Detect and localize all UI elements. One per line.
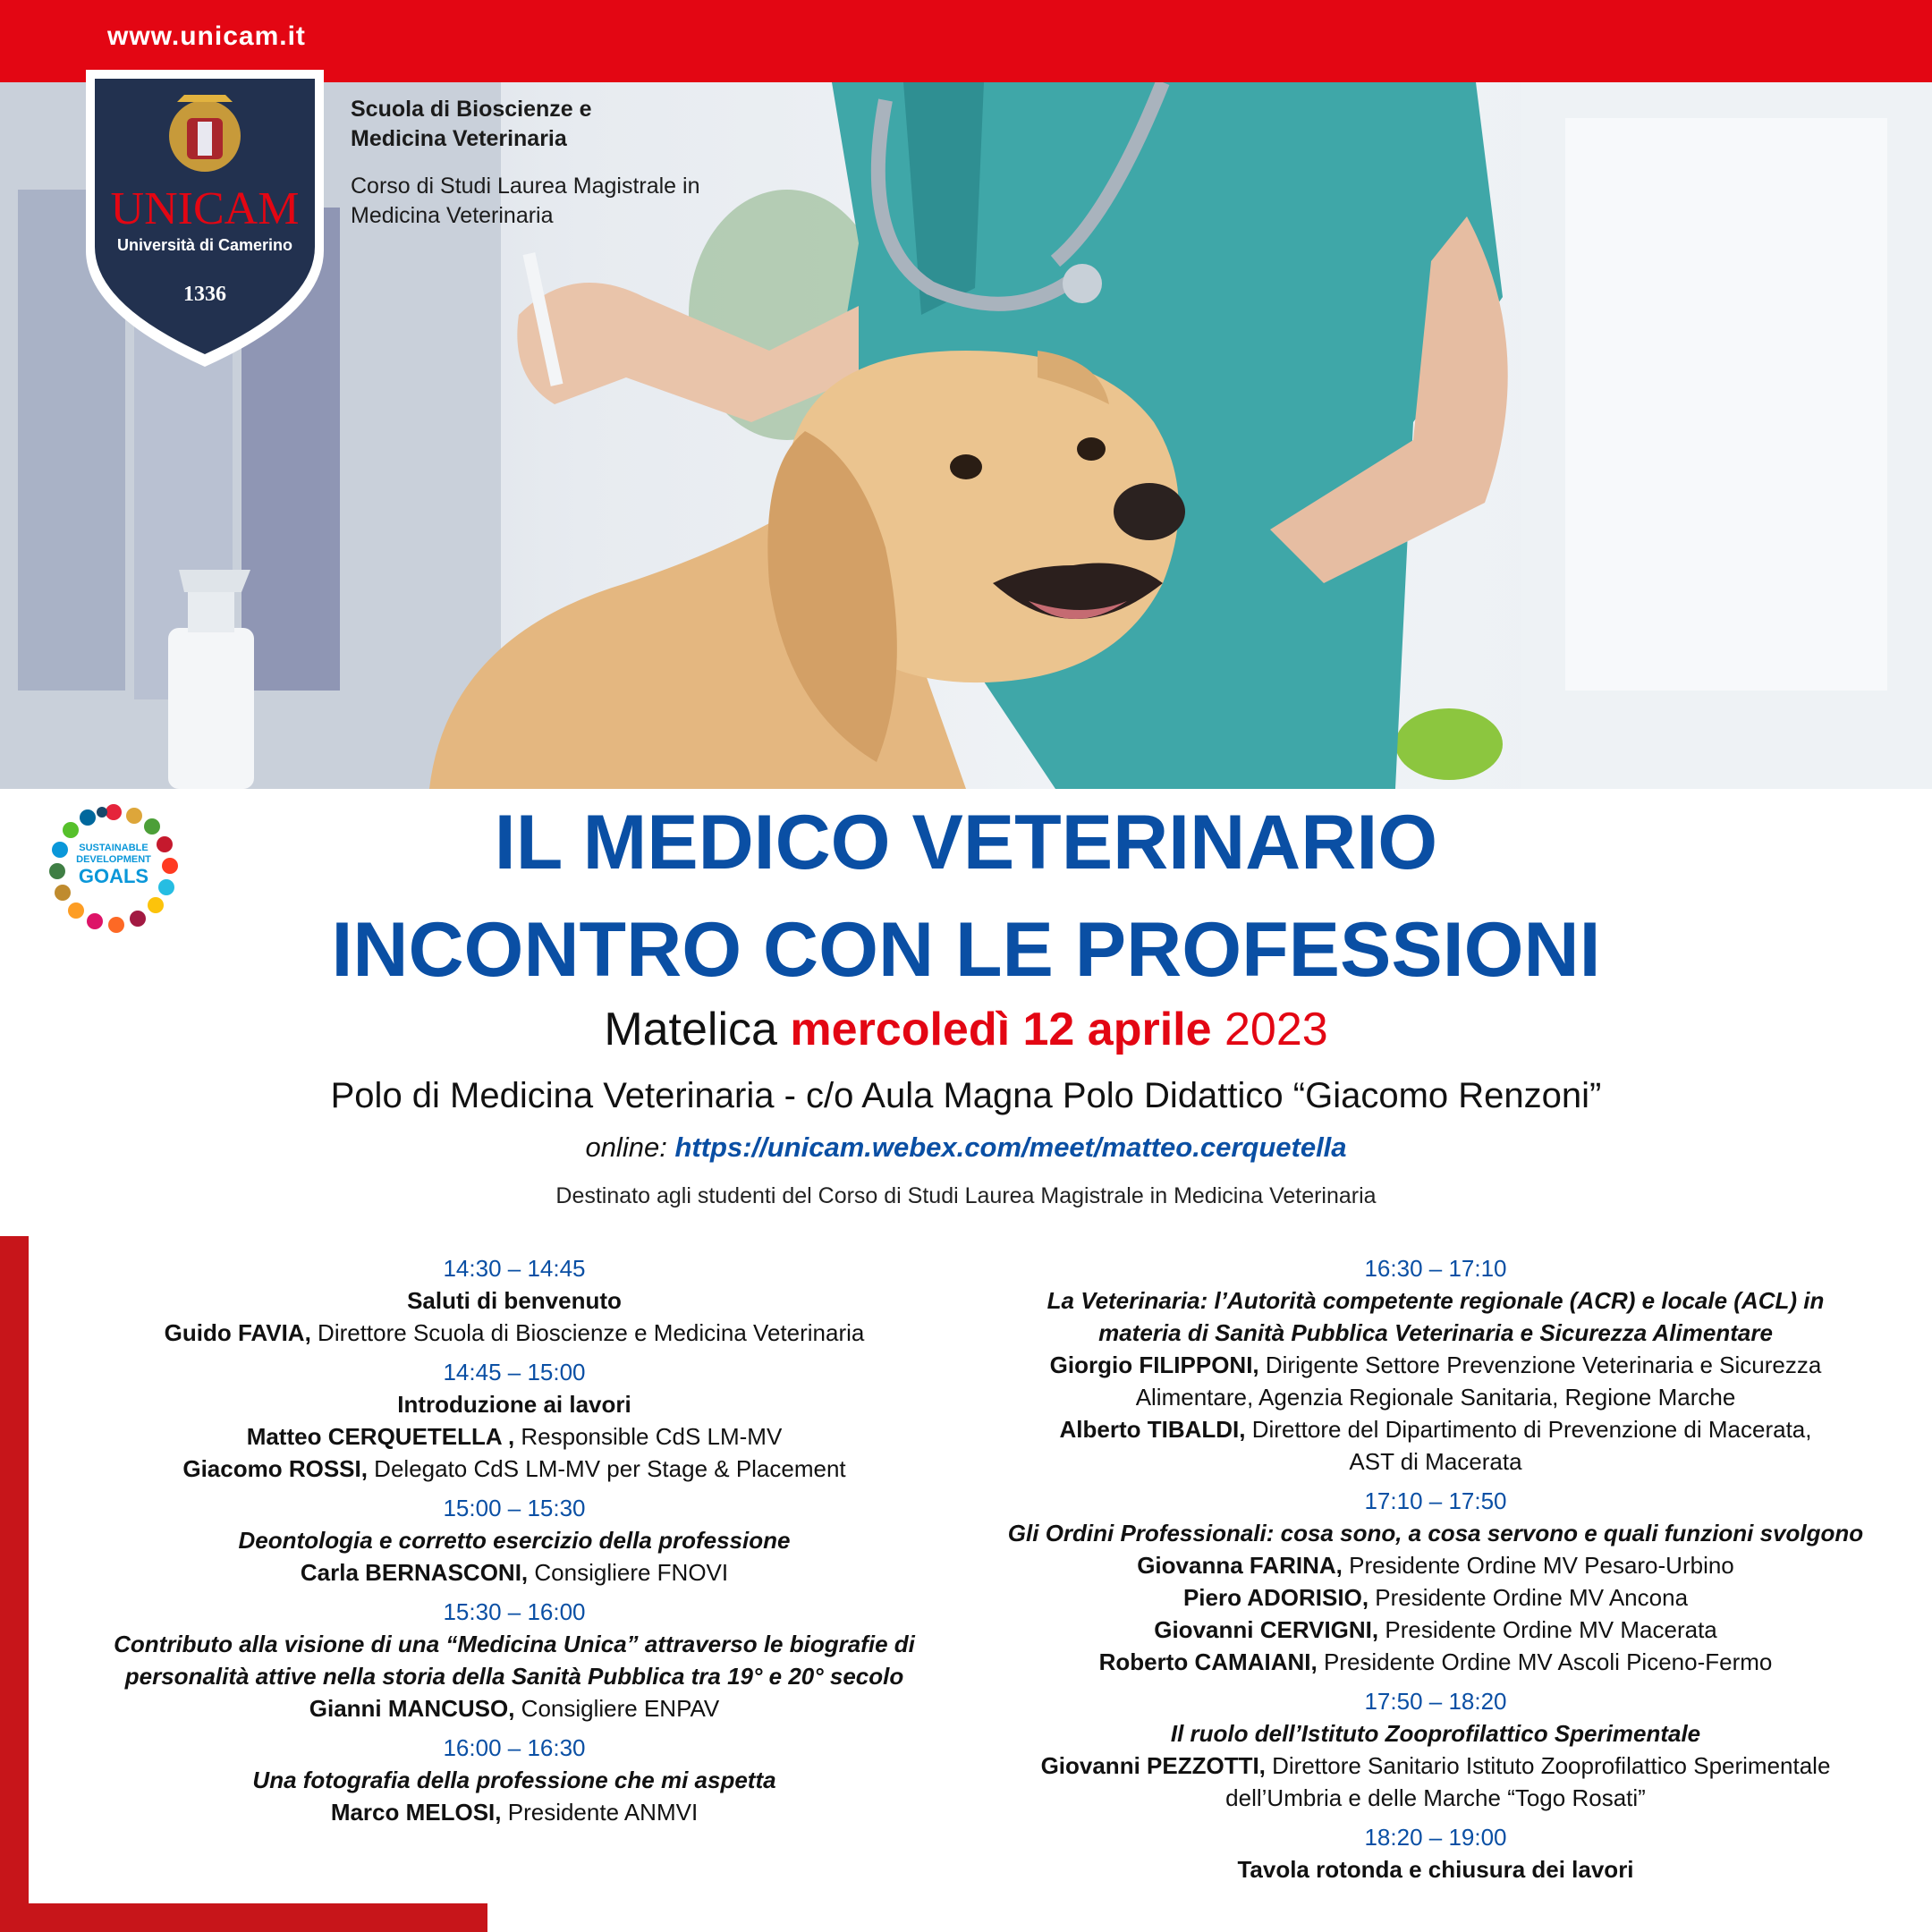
speaker-role: Consigliere FNOVI xyxy=(528,1559,729,1586)
event-title-line2: INCONTRO CON LE PROFESSIONI xyxy=(331,907,1601,993)
program-item xyxy=(54,1356,975,1485)
program-column-left xyxy=(54,1252,975,1835)
school-name: Scuola di Bioscienze e Medicina Veterinaria xyxy=(351,97,592,151)
speaker-name: Marco MELOSI, xyxy=(330,1799,502,1826)
speaker-name: Giovanni CERVIGNI, xyxy=(1154,1616,1379,1643)
program-item xyxy=(54,1492,975,1589)
program-item xyxy=(54,1252,975,1349)
speaker-name: Piero ADORISIO, xyxy=(1182,1584,1369,1611)
program-item xyxy=(966,1485,1905,1678)
program-topic: Deontologia e corretto esercizio della professione xyxy=(238,1527,791,1554)
left-red-stripe xyxy=(0,1236,29,1932)
speaker-role-cont: dell’Umbria e delle Marche “Togo Rosati” xyxy=(1225,1784,1646,1811)
program-topic: Gli Ordini Professionali: cosa sono, a cosa servono e quali funzioni svolgono xyxy=(1007,1520,1864,1546)
program-time: 18:20 – 19:00 xyxy=(1364,1824,1507,1851)
program-topic: personalità attive nella storia della Sanità Pubblica tra 19° e 20° secolo xyxy=(124,1663,904,1690)
speaker-line xyxy=(966,1413,1905,1445)
program-time: 15:30 – 16:00 xyxy=(443,1598,586,1625)
logo-year: 1336 xyxy=(183,283,226,306)
speaker-name: Matteo CERQUETELLA , xyxy=(246,1423,515,1450)
speaker-role: Responsible CdS LM-MV xyxy=(514,1423,783,1450)
speaker-role: Direttore Scuola di Bioscienze e Medicina Veterinaria xyxy=(310,1319,865,1346)
logo-text xyxy=(79,184,331,308)
program-item xyxy=(966,1685,1905,1814)
speaker-line xyxy=(966,1646,1905,1678)
logo-subtitle: Università di Camerino xyxy=(116,236,293,254)
speaker-line xyxy=(54,1317,975,1349)
program-time: 16:00 – 16:30 xyxy=(443,1734,586,1761)
speaker-line xyxy=(966,1614,1905,1646)
event-city: Matelica xyxy=(604,1004,777,1055)
program-topic: Tavola rotonda e chiusura dei lavori xyxy=(1237,1856,1634,1883)
speaker-name: Alberto TIBALDI, xyxy=(1059,1416,1246,1443)
speaker-role: Presidente Ordine MV Macerata xyxy=(1378,1616,1717,1643)
event-day: mercoledì 12 aprile xyxy=(790,1004,1212,1055)
speaker-name: Giacomo ROSSI, xyxy=(182,1455,368,1482)
event-venue: Polo di Medicina Veterinaria - c/o Aula Magna Polo Didattico “Giacomo Renzoni” xyxy=(330,1076,1602,1115)
speaker-line xyxy=(966,1581,1905,1614)
event-title-line1: IL MEDICO VETERINARIO xyxy=(494,800,1438,886)
program-item xyxy=(54,1732,975,1828)
speaker-name: Roberto CAMAIANI, xyxy=(1098,1648,1318,1675)
speaker-role: Direttore del Dipartimento di Prevenzione di Macerata, xyxy=(1245,1416,1812,1443)
program-time: 15:00 – 15:30 xyxy=(443,1495,586,1521)
webex-link[interactable]: https://unicam.webex.com/meet/matteo.cerquetella xyxy=(674,1131,1347,1163)
speaker-name: Carla BERNASCONI, xyxy=(300,1559,529,1586)
program-topic: Contributo alla visione di una “Medicina Unica” attraverso le biografie di xyxy=(114,1631,915,1657)
program-topic: materia di Sanità Pubblica Veterinaria e Sicurezza Alimentare xyxy=(1098,1319,1773,1346)
speaker-role: Delegato CdS LM-MV per Stage & Placement xyxy=(367,1455,846,1482)
speaker-line xyxy=(54,1796,975,1828)
speaker-line xyxy=(966,1549,1905,1581)
speaker-name: Gianni MANCUSO, xyxy=(309,1695,515,1722)
program-column-right xyxy=(966,1252,1905,1893)
speaker-line xyxy=(966,1349,1905,1381)
sdg-text: SUSTAINABLE DEVELOPMENT GOALS xyxy=(76,843,151,887)
speaker-name: Giovanni PEZZOTTI, xyxy=(1040,1752,1266,1779)
program-time: 14:45 – 15:00 xyxy=(443,1359,586,1385)
speaker-line xyxy=(966,1750,1905,1782)
online-line xyxy=(0,1129,1932,1166)
program-time: 17:50 – 18:20 xyxy=(1364,1688,1507,1715)
event-audience: Destinato agli studenti del Corso di Studi Laurea Magistrale in Medicina Veterinaria xyxy=(555,1183,1377,1208)
program-topic: Una fotografia della professione che mi aspetta xyxy=(252,1767,776,1793)
speaker-role: Consigliere ENPAV xyxy=(514,1695,720,1722)
program-time: 16:30 – 17:10 xyxy=(1364,1255,1507,1282)
event-dateline xyxy=(0,1002,1932,1057)
speaker-role: Dirigente Settore Prevenzione Veterinaria e Sicurezza xyxy=(1258,1352,1822,1378)
event-year: 2023 xyxy=(1224,1004,1328,1055)
speaker-role: Presidente Ordine MV Ancona xyxy=(1368,1584,1689,1611)
speaker-name: Giovanna FARINA, xyxy=(1137,1552,1343,1579)
program-topic: Saluti di benvenuto xyxy=(407,1287,622,1314)
speaker-role: Presidente ANMVI xyxy=(501,1799,699,1826)
online-label: online: xyxy=(585,1131,667,1163)
speaker-line xyxy=(54,1692,975,1724)
course-name: Corso di Studi Laurea Magistrale in Medicina Veterinaria xyxy=(351,174,700,228)
speaker-line xyxy=(54,1453,975,1485)
speaker-role: Presidente Ordine MV Ascoli Piceno-Fermo xyxy=(1317,1648,1773,1675)
program-topic: Il ruolo dell’Istituto Zooprofilattico Sperimentale xyxy=(1170,1720,1701,1747)
speaker-line xyxy=(54,1556,975,1589)
logo-name: UNICAM xyxy=(110,183,300,234)
program-topic: La Veterinaria: l’Autorità competente regionale (ACR) e locale (ACL) in xyxy=(1046,1287,1825,1314)
speaker-role-cont: AST di Macerata xyxy=(1349,1448,1522,1475)
speaker-name: Guido FAVIA, xyxy=(164,1319,311,1346)
speaker-role-cont: Alimentare, Agenzia Regionale Sanitaria, Regione Marche xyxy=(1135,1384,1736,1411)
program-item xyxy=(966,1252,1905,1478)
program-item xyxy=(54,1596,975,1724)
program-time: 14:30 – 14:45 xyxy=(443,1255,586,1282)
program-topic: Introduzione ai lavori xyxy=(397,1391,631,1418)
program-time: 17:10 – 17:50 xyxy=(1364,1487,1507,1514)
bottom-red-bar xyxy=(0,1903,487,1932)
website-url[interactable]: www.unicam.it xyxy=(107,21,306,51)
speaker-name: Giorgio FILIPPONI, xyxy=(1049,1352,1259,1378)
program-item xyxy=(966,1821,1905,1885)
speaker-line xyxy=(54,1420,975,1453)
speaker-role: Direttore Sanitario Istituto Zooprofilattico Sperimentale xyxy=(1265,1752,1831,1779)
speaker-role: Presidente Ordine MV Pesaro-Urbino xyxy=(1342,1552,1734,1579)
